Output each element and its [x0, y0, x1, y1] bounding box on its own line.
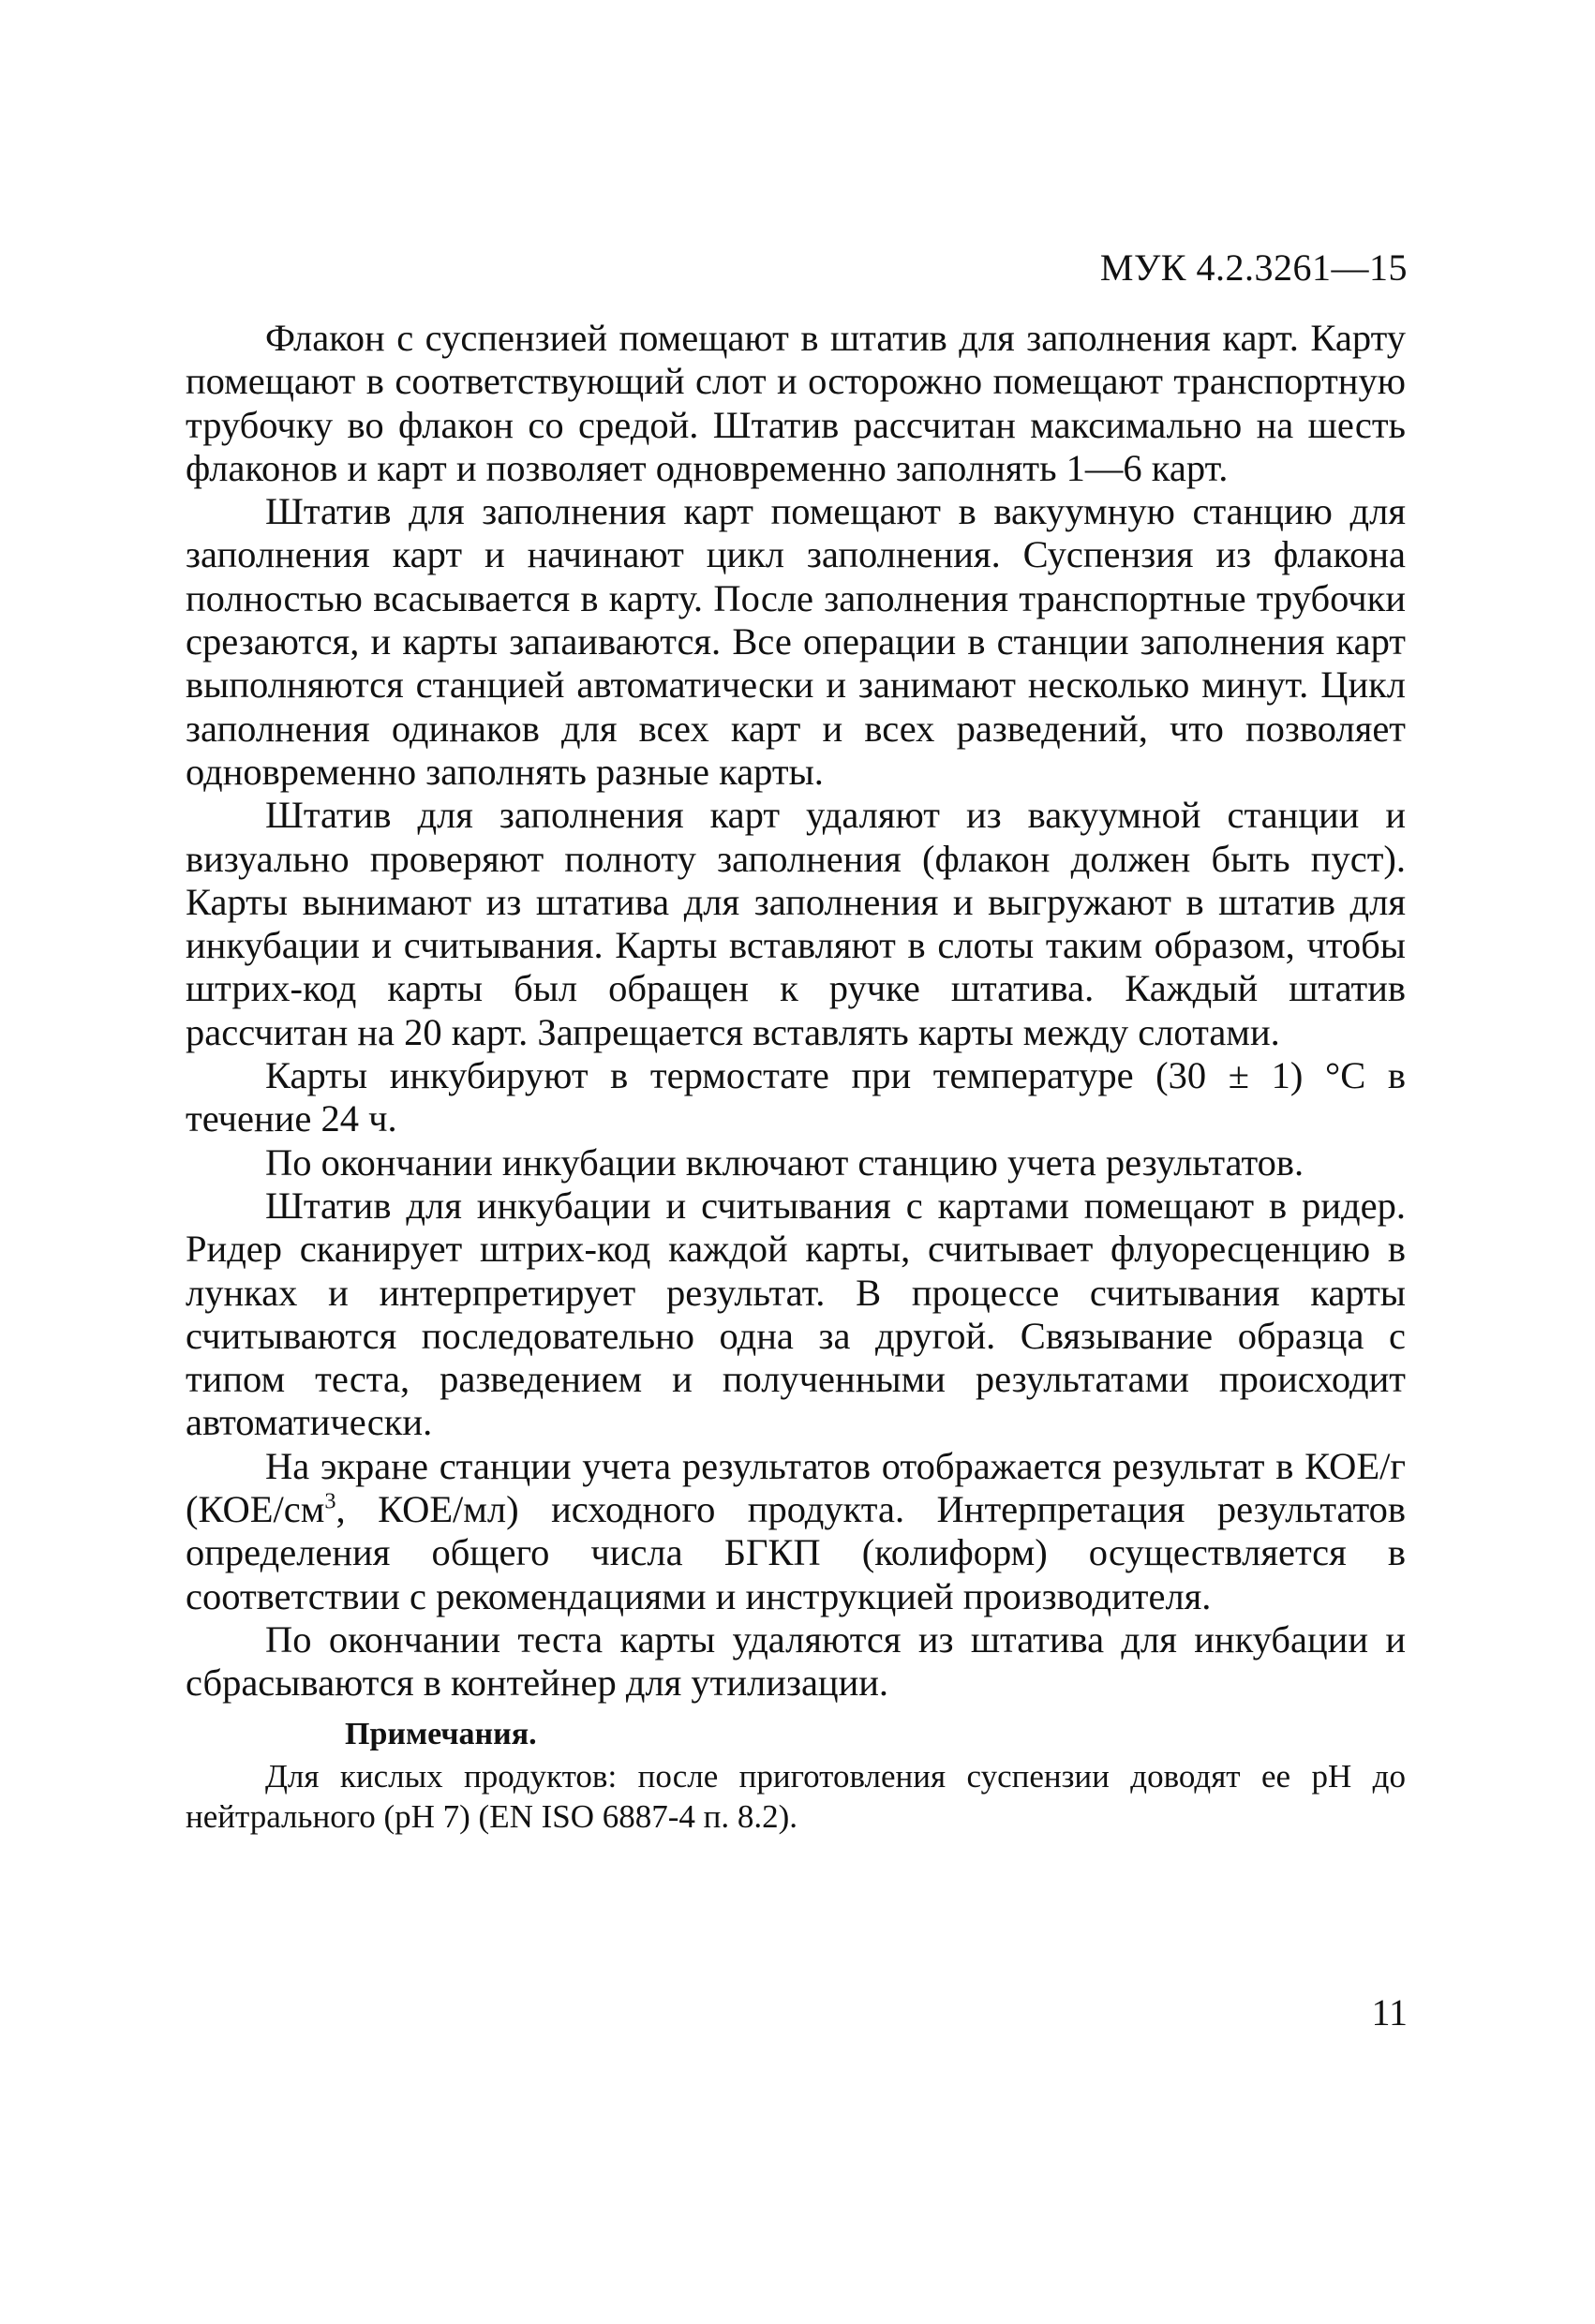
page-number: 11: [1371, 1991, 1408, 2034]
notes-title: Примечания.: [345, 1716, 537, 1751]
screen-text-part-2: , КОЕ/мл) исходного продукта. Интерпретация результатов определения общего числа БГКП (колиформ) осуществляется в соответствии с рекомендациями и инструкцией производителя.: [186, 1488, 1406, 1617]
body-text: [186, 317, 1406, 1837]
screen-text-part-1: На экране станции учета результатов отображается результат в КОЕ/г (КОЕ/см: [186, 1444, 1406, 1531]
paragraph-results-station: По окончании инкубации включают станцию учета результатов.: [265, 1140, 1304, 1184]
document-code-header: МУК 4.2.3261—15: [1099, 246, 1408, 289]
paragraph-reader: Штатив для инкубации и считывания с картами помещают в ридер. Ридер сканирует штрих-код каждой карты, считывает флуоресценцию в лунках и интерпретирует результат. В процессе считывания карты считываются последовательно одна за другой. Связывание образца с типом теста, разведением и полученными результатами происходит автоматически.: [186, 1184, 1406, 1444]
paragraph-vacuum-station: Штатив для заполнения карт помещают в вакуумную станцию для заполнения карт и начинают цикл заполнения. Суспензия из флакона полностью всасывается в карту. После заполнения транспортные трубочки срезаются, и карты запаиваются. Все операции в станции заполнения карт выполняются станцией автоматически и занимают несколько минут. Цикл заполнения одинаков для всех карт и всех разведений, что позволяет одновременно заполнять разные карты.: [186, 490, 1406, 793]
paragraph-screen-results: [186, 1445, 1406, 1618]
notes-text: Для кислых продуктов: после приготовления суспензии доводят ее рН до нейтрального (рН 7) (EN ISO 6887-4 п. 8.2).: [186, 1757, 1406, 1835]
paragraph-vial-placement: Флакон с суспензией помещают в штатив для заполнения карт. Карту помещают в соответствующий слот и осторожно помещают транспортную трубочку во флакон со средой. Штатив рассчитан максимально на шесть флаконов и карт и позволяет одновременно заполнять 1—6 карт.: [186, 317, 1406, 489]
paragraph-disposal: По окончании теста карты удаляются из штатива для инкубации и сбрасываются в контейнер для утилизации.: [186, 1617, 1406, 1705]
superscript-3: 3: [324, 1488, 336, 1514]
notes-section: [186, 1713, 1406, 1837]
paragraph-rack-transfer: Штатив для заполнения карт удаляют из вакуумной станции и визуально проверяют полноту заполнения (флакон должен быть пуст). Карты вынимают из штатива для заполнения и выгружают в штатив для инкубации и считывания. Карты вставляют в слоты таким образом, чтобы штрих-код карты был обращен к ручке штатива. Каждый штатив рассчитан на 20 карт. Запрещается вставлять карты между слотами.: [186, 794, 1406, 1053]
paragraph-incubation: Карты инкубируют в термостате при температуре (30 ± 1) °С в течение 24 ч.: [186, 1054, 1406, 1140]
